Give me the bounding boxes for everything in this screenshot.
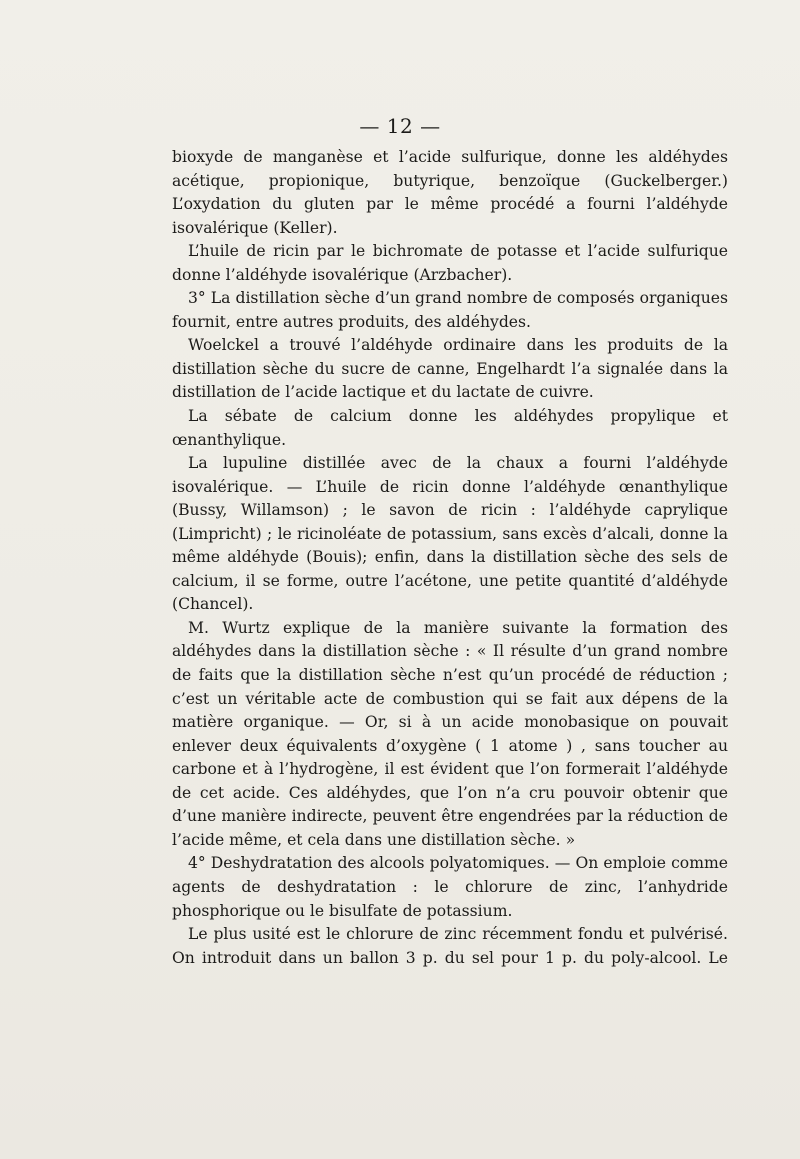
paragraph-zinc-chloride: Le plus usité est le chlorure de zinc récemment fondu et pulvérisé. On introduit dans un ballon 3 p. du sel pour 1 p. du poly-alcool. Le: [172, 925, 728, 967]
paragraph-deshydratation: 4° Deshydratation des alcools polyatomiques. — On emploie comme agents de deshydratation : le chlorure de zinc, l’anhydride phosphorique ou le bisulfate de potassium.: [172, 854, 728, 920]
paragraph-sebate: La sébate de calcium donne les aldéhydes propylique et œnanthylique.: [172, 407, 728, 449]
paragraph-dry-distillation: 3° La distillation sèche d’un grand nombre de composés organiques fournit, entre autres produits, des aldéhydes.: [172, 289, 728, 331]
paragraph-continuation: bioxyde de manganèse et l’acide sulfurique, donne les aldéhydes acétique, propionique, butyrique, benzoïque (Guckelberger.) L’oxydation du gluten par le même procédé a fourni l’aldéhyde isovalérique (Keller).: [172, 148, 728, 237]
paragraph-wurtz: M. Wurtz explique de la manière suivante la formation des aldéhydes dans la distillation sèche : « Il résulte d’un grand nombre de faits que la distillation sèche n’est qu’un procédé de réduction ; c’est un véritable acte de combustion qui se fait aux dépens de la matière organique. — Or, si à un acide monobasique on pouvait enlever deux équivalents d’oxygène ( 1 atome ) , sans toucher au carbone et à l’hydrogène, il est évident que l’on formerait l’aldéhyde de cet acide. Ces aldéhydes, que l’on n’a cru pouvoir obtenir que d’une manière indirecte, peuvent être engendrées par la réduction de l’acide même, et cela dans une distillation sèche. »: [172, 618, 728, 849]
text-body: [172, 146, 728, 970]
page-number: — 12 —: [359, 114, 441, 138]
paragraph-lupuline: La lupuline distillée avec de la chaux a fourni l’aldéhyde isovalérique. — L’huile de ricin donne l’aldéhyde œnanthylique (Bussy, Willamson) ; le savon de ricin : l’aldéhyde caprylique (Limpricht) ; le ricinoléate de potassium, sans excès d’alcali, donne la même aldéhyde (Bouis); enfin, dans la distillation sèche des sels de calcium, il se forme, outre l’acétone, une petite quantité d’aldéhyde (Chancel).: [172, 454, 728, 614]
paragraph-woelckel: Woelckel a trouvé l’aldéhyde ordinaire dans les produits de la distillation sèche du sucre de canne, Engelhardt l’a signalée dans la distillation de l’acide lactique et du lactate de cuivre.: [172, 336, 728, 402]
paragraph-ricin-oil: L’huile de ricin par le bichromate de potasse et l’acide sulfurique donne l’aldéhyde isovalérique (Arzbacher).: [172, 242, 728, 284]
